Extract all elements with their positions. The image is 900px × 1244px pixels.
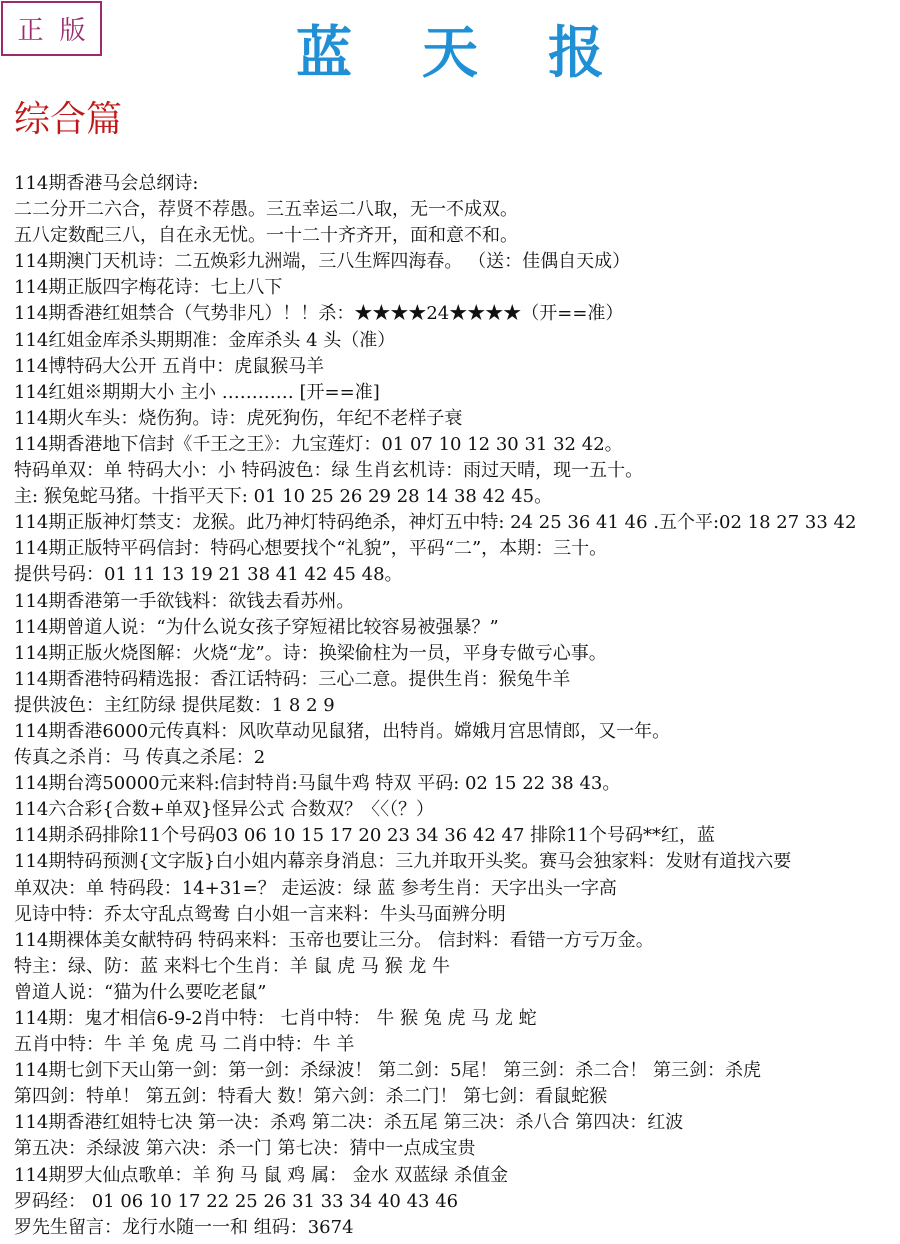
section-heading: 综合篇 xyxy=(14,99,123,140)
text-line: 114期香港红姐特七决 第一决：杀鸡 第二决：杀五尾 第三决：杀八合 第四决：红波 xyxy=(14,1112,684,1134)
article-body xyxy=(14,171,896,1241)
text-line: 114期香港6000元传真料：风吹草动见鼠猪，出特肖。嫦娥月宫思情郎，又一年。 xyxy=(14,720,671,742)
text-line: 114红姐※期期大小 主小 ………… [开==准] xyxy=(14,381,380,403)
newspaper-title: 蓝天报 xyxy=(296,20,674,86)
text-line: 提供波色：主红防绿 提供尾数：1 8 2 9 xyxy=(14,694,335,716)
text-line: 114期曾道人说：“为什么说女孩子穿短裙比较容易被强暴？” xyxy=(14,616,499,638)
text-line: 曾道人说：“猫为什么要吃老鼠” xyxy=(14,981,267,1003)
text-line: 主: 猴兔蛇马猪。十指平天下: 01 10 25 26 29 28 14 38 42 45。 xyxy=(14,486,553,508)
text-line: 传真之杀肖：马 传真之杀尾：2 xyxy=(14,747,266,769)
text-line: 114期正版火烧图解：火烧“龙”。诗：换梁偷柱为一员，平身专做亏心事。 xyxy=(14,642,607,664)
text-line: 114期火车头：烧伤狗。诗：虎死狗伤，年纪不老样子衰 xyxy=(14,407,463,429)
text-line: 特码单双：单 特码大小：小 特码波色：绿 生肖玄机诗：雨过天晴，现一五十。 xyxy=(14,460,644,482)
text-line: 114期裸体美女献特码 特码来料：玉帝也要让三分。 信封料：看错一方亏万金。 xyxy=(14,929,654,951)
text-line: 114期台湾50000元来料:信封特肖:马鼠牛鸡 特双 平码: 02 15 22 38 43。 xyxy=(14,773,621,795)
text-line: 114期特码预测{文字版}白小姐内幕亲身消息：三九并取开头奖。赛马会独家料：发财有道找六要 xyxy=(14,851,792,873)
text-line: 114期正版神灯禁支：龙猴。此乃神灯特码绝杀，神灯五中特: 24 25 36 41 46 .五个平:02 18 27 33 42 xyxy=(14,512,857,534)
text-line: 114红姐金库杀头期期准：金库杀头 4 头（准） xyxy=(14,329,396,351)
text-line: 第四剑：特单！ 第五剑：特看大 数！第六剑：杀二门！ 第七剑：看鼠蛇猴 xyxy=(14,1086,608,1108)
text-line: 二二分开二六合，荐贤不荐愚。三五幸运二八取，无一不成双。 xyxy=(14,199,518,221)
text-line: 114期正版四字梅花诗：七上八下 xyxy=(14,277,283,299)
text-line: 特主：绿、防：蓝 来料七个生肖：羊 鼠 虎 马 猴 龙 牛 xyxy=(14,955,451,977)
text-line: 罗码经： 01 06 10 17 22 25 26 31 33 34 40 43 46 xyxy=(14,1190,459,1212)
text-line: 第五决：杀绿波 第六决：杀一门 第七决：猜中一点成宝贵 xyxy=(14,1138,476,1160)
text-line: 114六合彩{合数+单双}怪异公式 合数双？〈〈（？） xyxy=(14,799,435,821)
text-line: 114期正版特平码信封：特码心想要找个“礼貌”，平码“二”，本期：三十。 xyxy=(14,538,608,560)
text-line: 114期香港地下信封《千王之王》：九宝莲灯：01 07 10 12 30 31 32 42。 xyxy=(14,433,623,455)
text-line: 114期香港红姐禁合（气势非凡）！！杀：★★★★24★★★★（开==准） xyxy=(14,303,624,325)
text-line: 五八定数配三八，自在永无忧。一十二十齐齐开，面和意不和。 xyxy=(14,225,518,247)
text-line: 五肖中特：牛 羊 兔 虎 马 二肖中特：牛 羊 xyxy=(14,1034,355,1056)
text-line: 114期：鬼才相信6-9-2肖中特： 七肖中特： 牛 猴 兔 虎 马 龙 蛇 xyxy=(14,1008,537,1029)
text-line: 114博特码大公开 五肖中：虎鼠猴马羊 xyxy=(14,355,325,377)
text-line: 114期香港马会总纲诗: xyxy=(14,173,199,194)
text-line: 见诗中特：乔太守乱点鸳鸯 白小姐一言来料：牛头马面辨分明 xyxy=(14,903,506,925)
edition-badge-label: 正版 xyxy=(17,16,102,46)
text-line: 罗先生留言：龙行水随一一和 组码：3674 xyxy=(14,1216,354,1238)
text-line: 114期杀码排除11个号码03 06 10 15 17 20 23 34 36 42 47 排除11个号码**红，蓝 xyxy=(14,825,716,847)
text-line: 114期七剑下天山第一剑：第一剑：杀绿波！ 第二剑：5尾！ 第三剑：杀二合！ 第三剑：杀虎 xyxy=(14,1060,761,1082)
text-line: 114期澳门天机诗：二五焕彩九洲端，三八生辉四海春。 （送：佳偶自天成） xyxy=(14,251,631,273)
text-line: 提供号码：01 11 13 19 21 38 41 42 45 48。 xyxy=(14,564,403,586)
text-line: 114期香港特码精选报：香江话特码：三心二意。提供生肖：猴兔牛羊 xyxy=(14,668,571,690)
text-line: 114期罗大仙点歌单：羊 狗 马 鼠 鸡 属： 金水 双蓝绿 杀值金 xyxy=(14,1164,509,1186)
text-line: 单双决：单 特码段：14+31=？ 走运波：绿 蓝 参考生肖：天字出头一字高 xyxy=(14,877,617,899)
text-line: 114期香港第一手欲钱料：欲钱去看苏州。 xyxy=(14,590,355,612)
